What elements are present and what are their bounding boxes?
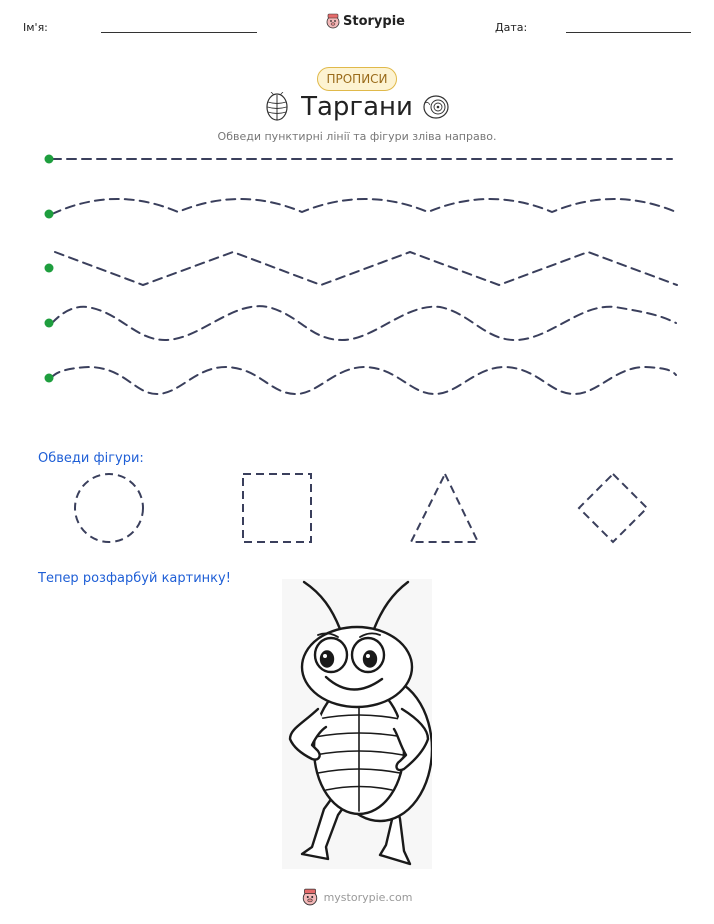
name-field-line[interactable]	[101, 32, 257, 33]
tracing-line-zigzag[interactable]	[55, 252, 677, 285]
name-label: Ім'я:	[23, 21, 48, 34]
shapes-heading: Обведи фігури:	[38, 451, 144, 466]
tracing-lines-area	[0, 140, 714, 400]
date-label: Дата:	[495, 21, 528, 34]
coloring-heading: Тепер розфарбуй картинку!	[38, 571, 231, 586]
tracing-line-bumpy-wave[interactable]	[52, 367, 676, 394]
trace-circle[interactable]	[75, 474, 143, 542]
start-dot	[45, 264, 54, 273]
shapes-area	[0, 465, 714, 550]
tracing-line-soft-wave[interactable]	[52, 199, 676, 214]
trace-square[interactable]	[243, 474, 311, 542]
cockroach-coloring-image	[282, 579, 432, 869]
footer	[0, 888, 714, 906]
brand-name: Storypie	[343, 13, 405, 29]
trace-triangle[interactable]	[411, 474, 478, 542]
pig-mascot-icon	[302, 888, 318, 906]
page-title: Таргани	[301, 92, 413, 122]
trace-diamond[interactable]	[579, 474, 647, 542]
instructions-text: Обведи пунктирні лінії та фігури зліва направо.	[217, 130, 497, 143]
start-dot	[45, 319, 54, 328]
start-dot	[45, 155, 54, 164]
tracing-line-wave[interactable]	[52, 306, 676, 340]
date-field-line[interactable]	[566, 32, 691, 33]
storypie-logo	[326, 13, 405, 29]
cockroach-curled-icon	[422, 93, 450, 121]
start-dot	[45, 374, 54, 383]
start-dot	[45, 210, 54, 219]
category-badge: ПРОПИСИ	[317, 67, 397, 91]
pig-mascot-icon	[326, 13, 340, 29]
footer-site-link[interactable]: mystorypie.com	[323, 890, 413, 904]
